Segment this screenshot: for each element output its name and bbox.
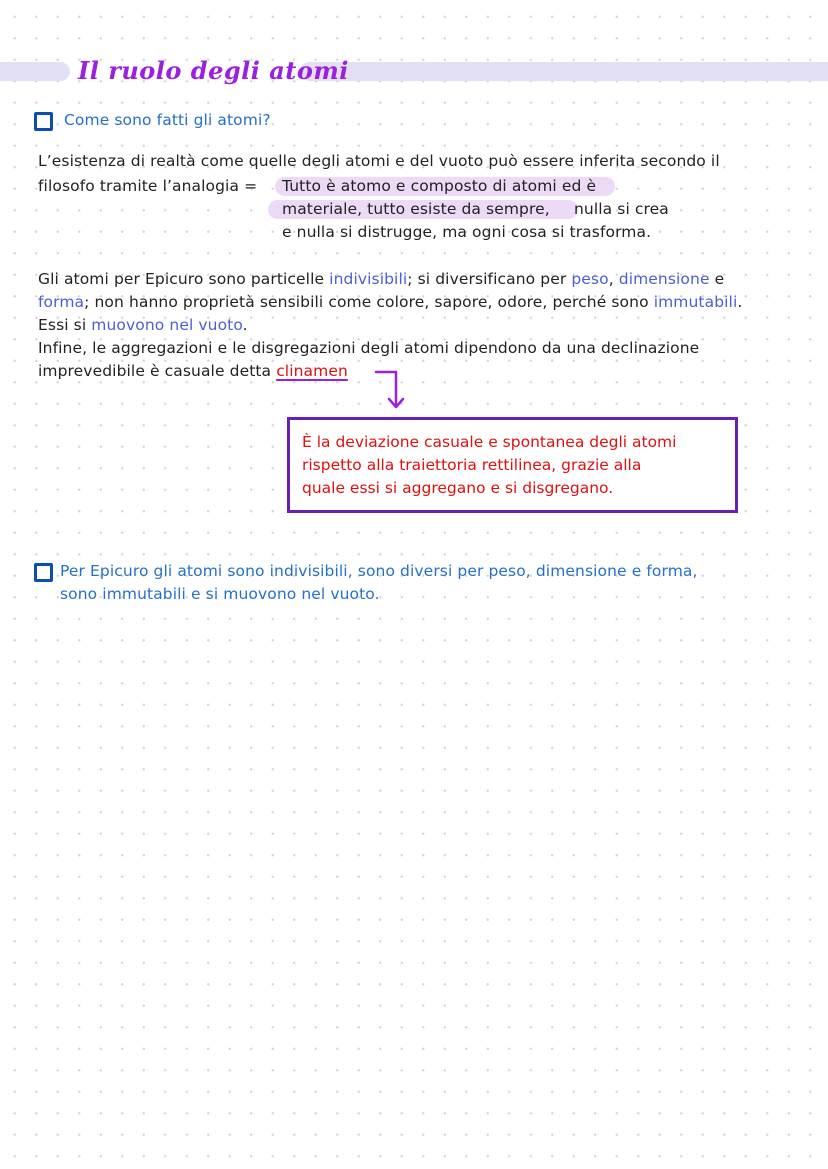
text: . [242, 316, 248, 334]
paragraph-line: e nulla si distrugge, ma ogni cosa si trasforma. [282, 223, 652, 241]
keyword: peso [571, 270, 609, 288]
text: . [737, 293, 743, 311]
keyword: dimensione [618, 270, 710, 288]
highlighted-text: Tutto è atomo e composto di atomi ed è [282, 177, 597, 195]
keyword: muovono nel vuoto [91, 316, 243, 334]
definition-line: rispetto alla traiettoria rettilinea, grazie alla [302, 456, 642, 474]
checkbox-icon[interactable] [34, 563, 53, 582]
answer-line: sono immutabili e si muovono nel vuoto. [60, 585, 380, 603]
text: , [608, 270, 619, 288]
question-heading: Come sono fatti gli atomi? [64, 111, 271, 129]
text: Essi si [38, 316, 92, 334]
paragraph-line [38, 314, 248, 336]
definition-line: quale essi si aggregano e si disgregano. [302, 479, 614, 497]
keyword: indivisibili [329, 270, 408, 288]
definition-line: È la deviazione casuale e spontanea degli atomi [302, 433, 677, 451]
paragraph-line [38, 268, 724, 290]
arrow-down-icon [372, 366, 412, 416]
keyword: immutabili [653, 293, 738, 311]
paragraph-line: L’esistenza di realtà come quelle degli atomi e del vuoto può essere inferita secondo il [38, 152, 720, 170]
text: Gli atomi per Epicuro sono particelle [38, 270, 330, 288]
paragraph-line: Infine, le aggregazioni e le disgregazioni degli atomi dipendono da una declinazione [38, 339, 700, 357]
text: imprevedibile è casuale detta [38, 362, 277, 380]
highlighted-text: materiale, tutto esiste da sempre, [282, 200, 550, 218]
text: ; non hanno proprietà sensibili come colore, sapore, odore, perché sono [84, 293, 654, 311]
text: e [709, 270, 725, 288]
clinamen-keyword: clinamen [276, 362, 348, 380]
paragraph-line [38, 291, 742, 313]
paragraph-line [38, 360, 348, 382]
checkbox-icon[interactable] [34, 112, 53, 131]
paragraph-line: nulla si crea [574, 200, 669, 218]
text: ; si diversificano per [407, 270, 572, 288]
keyword: forma [38, 293, 85, 311]
answer-line: Per Epicuro gli atomi sono indivisibili, sono diversi per peso, dimensione e forma, [60, 562, 698, 580]
page-title: Il ruolo degli atomi [78, 56, 349, 85]
title-band-left [0, 62, 70, 81]
paragraph-line: filosofo tramite l’analogia = [38, 177, 258, 195]
title-band-right [300, 62, 828, 81]
